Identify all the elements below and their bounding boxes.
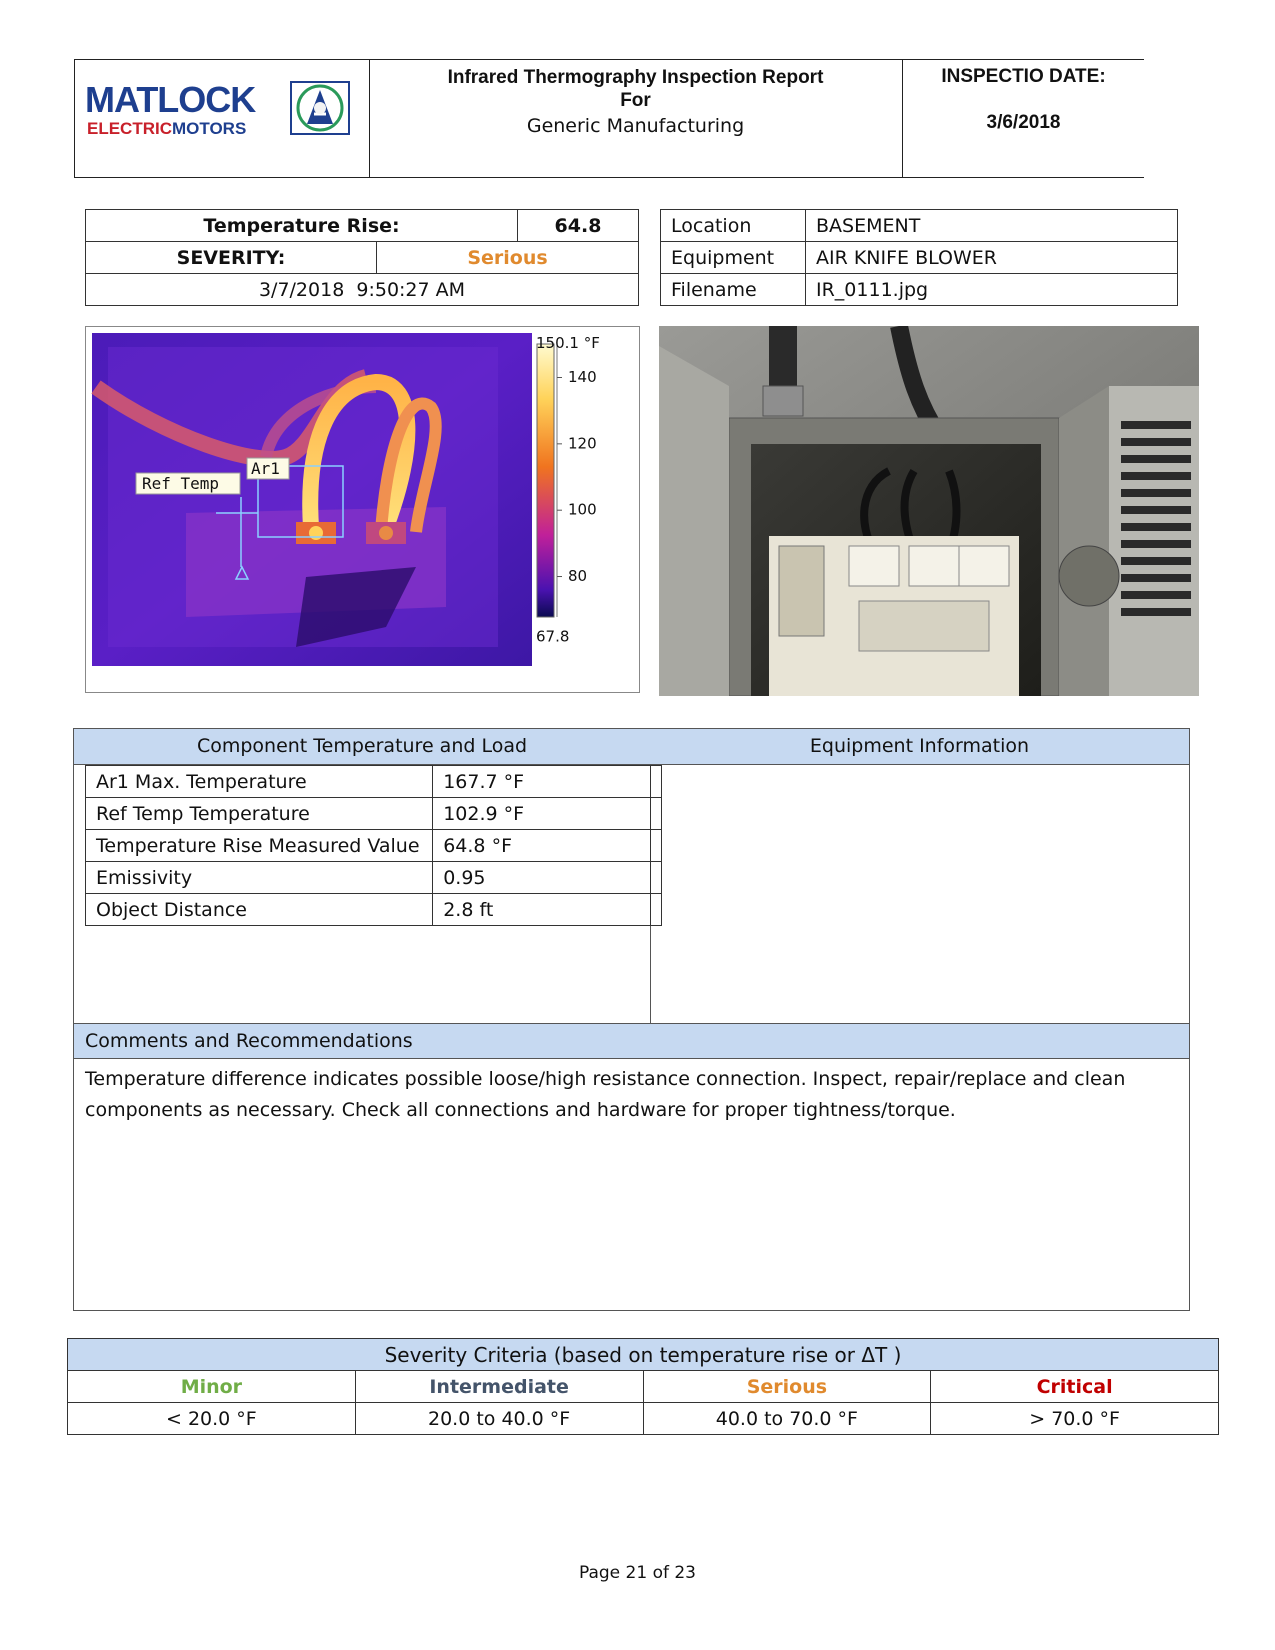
temperature-rise-value: 64.8	[518, 210, 639, 242]
criteria-serious: Serious	[643, 1371, 931, 1403]
table-row	[86, 862, 662, 894]
thermal-image-panel	[85, 326, 640, 693]
row-label: Object Distance	[86, 894, 433, 926]
equipment-value: AIR KNIFE BLOWER	[806, 242, 1178, 274]
scale-ticks	[557, 368, 597, 585]
ar1-marker: Ar1	[251, 459, 280, 478]
equipment-info-header: Equipment Information	[650, 729, 1189, 765]
filename-label: Filename	[661, 274, 806, 306]
criteria-intermediate-range: 20.0 to 40.0 °F	[355, 1403, 643, 1435]
criteria-critical-range: > 70.0 °F	[931, 1403, 1219, 1435]
logo-cell	[75, 60, 370, 177]
row-label: Emissivity	[86, 862, 433, 894]
logo-electric: ELECTRIC	[87, 119, 172, 138]
criteria-minor-range: < 20.0 °F	[68, 1403, 356, 1435]
client-name: Generic Manufacturing	[526, 115, 745, 137]
row-value: 0.95	[433, 862, 651, 894]
criteria-intermediate: Intermediate	[355, 1371, 643, 1403]
row-value: 2.8 ft	[433, 894, 651, 926]
criteria-minor: Minor	[68, 1371, 356, 1403]
equipment-label: Equipment	[661, 242, 806, 274]
row-value: 102.9 °F	[433, 798, 651, 830]
location-table	[660, 209, 1178, 306]
scale-tick-label: 140	[568, 368, 597, 387]
severity-criteria-table	[67, 1338, 1219, 1435]
row-label: Ar1 Max. Temperature	[86, 766, 433, 798]
thermal-image	[86, 327, 639, 692]
component-section	[73, 728, 1190, 1311]
company-logo: MATLOCK	[85, 79, 256, 120]
logo-motors: MOTORS	[172, 119, 247, 138]
criteria-title: Severity Criteria (based on temperature rise or ΔT )	[68, 1339, 1219, 1371]
inspection-date: 3/6/2018	[986, 112, 1061, 133]
inspection-date-label: INSPECTIO DATE:	[941, 66, 1106, 87]
row-label: Temperature Rise Measured Value	[86, 830, 433, 862]
table-row	[86, 798, 662, 830]
row-value: 64.8 °F	[433, 830, 651, 862]
ref-temp-marker: Ref Temp	[142, 474, 220, 493]
table-row	[86, 766, 662, 798]
severity-value: Serious	[377, 242, 639, 274]
comments-header: Comments and Recommendations	[74, 1023, 1189, 1059]
easa-badge-icon	[289, 80, 351, 136]
page-number: Page 21 of 23	[578, 1563, 697, 1583]
capture-timestamp: 3/7/2018 9:50:27 AM	[86, 274, 639, 306]
report-header	[74, 59, 1144, 178]
scale-tick-label: 120	[568, 434, 597, 453]
temperature-rise-label: Temperature Rise:	[86, 210, 518, 242]
scale-tick-label: 80	[568, 567, 588, 586]
report-for: For	[620, 90, 651, 111]
inspection-date-cell	[902, 60, 1145, 177]
scale-max-label: 150.1 °F	[536, 334, 600, 353]
location-label: Location	[661, 210, 806, 242]
criteria-critical: Critical	[931, 1371, 1219, 1403]
report-title: Infrared Thermography Inspection Report	[447, 67, 824, 88]
table-row	[86, 830, 662, 862]
comments-text: Temperature difference indicates possible loose/high resistance connection. Inspect, repair/replace and clean components as necessary. Check all connections and hardware for proper tightness/torque.	[85, 1068, 1126, 1121]
component-header: Component Temperature and Load	[74, 729, 651, 765]
company-logo-sub	[87, 120, 246, 138]
severity-summary-table	[85, 209, 639, 306]
component-table	[85, 765, 662, 926]
table-row	[86, 894, 662, 926]
scale-tick-label: 100	[568, 500, 597, 519]
visual-photo	[659, 326, 1199, 696]
scale-min-label: 67.8	[536, 627, 570, 646]
location-value: BASEMENT	[806, 210, 1178, 242]
filename-value: IR_0111.jpg	[806, 274, 1178, 306]
criteria-serious-range: 40.0 to 70.0 °F	[643, 1403, 931, 1435]
report-title-cell	[369, 60, 903, 177]
severity-label: SEVERITY:	[86, 242, 377, 274]
row-value: 167.7 °F	[433, 766, 651, 798]
temperature-scale-bar	[537, 344, 554, 617]
row-label: Ref Temp Temperature	[86, 798, 433, 830]
